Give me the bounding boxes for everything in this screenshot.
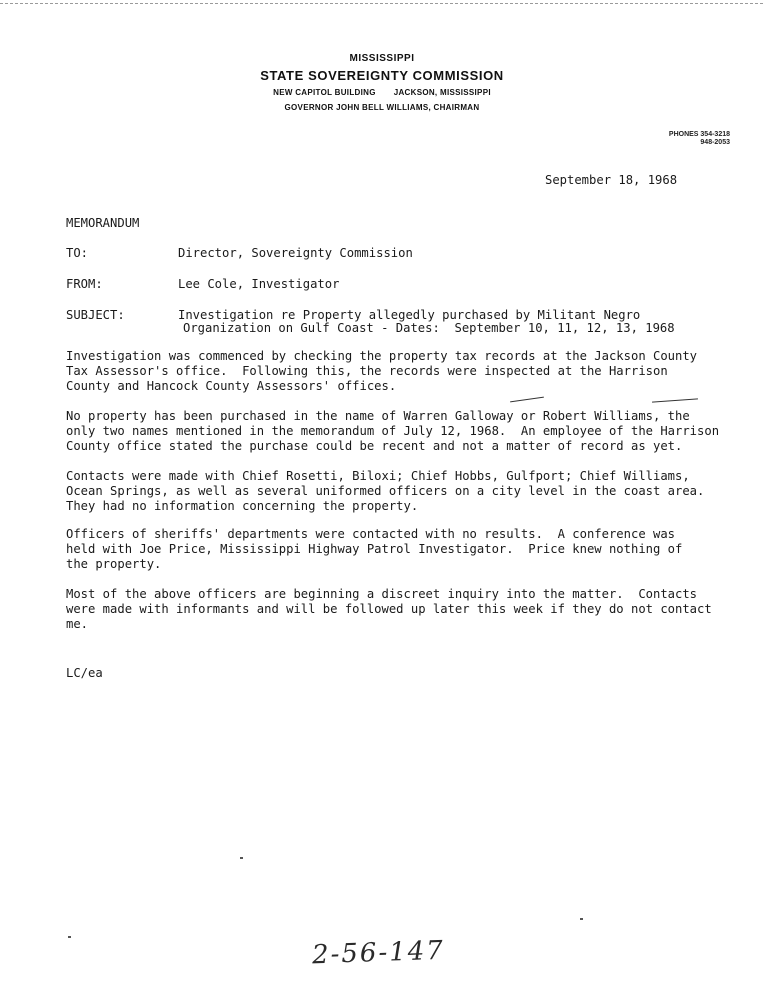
scan-speck [240,857,243,859]
to-label: TO: [66,246,89,260]
body-paragraph-1: Investigation was commenced by checking the property tax records at the Jackson County Tax Assessor's office. Following this, the records were inspected at the Harrison County and Hancock County Assessors' offices. [66,349,698,393]
subject-line-2: Organization on Gulf Coast - Dates: September 10, 11, 12, 13, 1968 [183,321,675,335]
body-paragraph-2: No property has been purchased in the name of Warren Galloway or Robert Williams, the only two names mentioned in the memorandum of July 12, 1968. An employee of the Harrison County office stated the purchase could be recent and not a matter of record as yet. [66,409,720,453]
letterhead-commission: STATE SOVEREIGNTY COMMISSION [260,68,504,83]
body-paragraph-3: Contacts were made with Chief Rosetti, Biloxi; Chief Hobbs, Gulfport; Chief Williams, Ocean Springs, as well as several uniformed officers on a city level in the coast area. They had no information concerning the property. [66,469,705,513]
from-label: FROM: [66,277,103,291]
scan-speck [68,936,71,938]
subject-label: SUBJECT: [66,308,125,322]
body-paragraph-5: Most of the above officers are beginning a discreet inquiry into the matter. Contacts were made with informants and will be followed up later this week if they do not contact me. [66,587,712,631]
letterhead-state: MISSISSIPPI [349,53,415,64]
body-paragraph-4: Officers of sheriffs' departments were contacted with no results. A conference was held with Joe Price, Mississippi Highway Patrol Investigator. Price knew nothing of the property. [66,527,683,571]
handwritten-underline-mark [510,397,544,403]
page-top-edge [0,3,763,4]
from-value: Lee Cole, Investigator [178,277,340,291]
memo-heading: MEMORANDUM [66,216,140,230]
subject-line-1: Investigation re Property allegedly purchased by Militant Negro [178,308,641,322]
letterhead-city: JACKSON, MISSISSIPPI [393,88,491,97]
letterhead [232,52,532,116]
handwritten-file-number: 2-56-147 [311,935,446,971]
letterhead-address [232,86,532,100]
letterhead-building: NEW CAPITOL BUILDING [273,88,376,97]
phone-number-1: PHONES 354-3218 [668,131,730,138]
handwritten-underline-mark [652,398,698,402]
phone-number-2: 948-2053 [700,139,730,146]
memo-date: September 18, 1968 [545,173,678,187]
to-value: Director, Sovereignty Commission [178,246,413,260]
phone-numbers [620,131,730,147]
typist-initials: LC/ea [66,666,103,680]
scan-speck [580,918,583,920]
letterhead-governor: GOVERNOR JOHN BELL WILLIAMS, CHAIRMAN [284,103,480,112]
